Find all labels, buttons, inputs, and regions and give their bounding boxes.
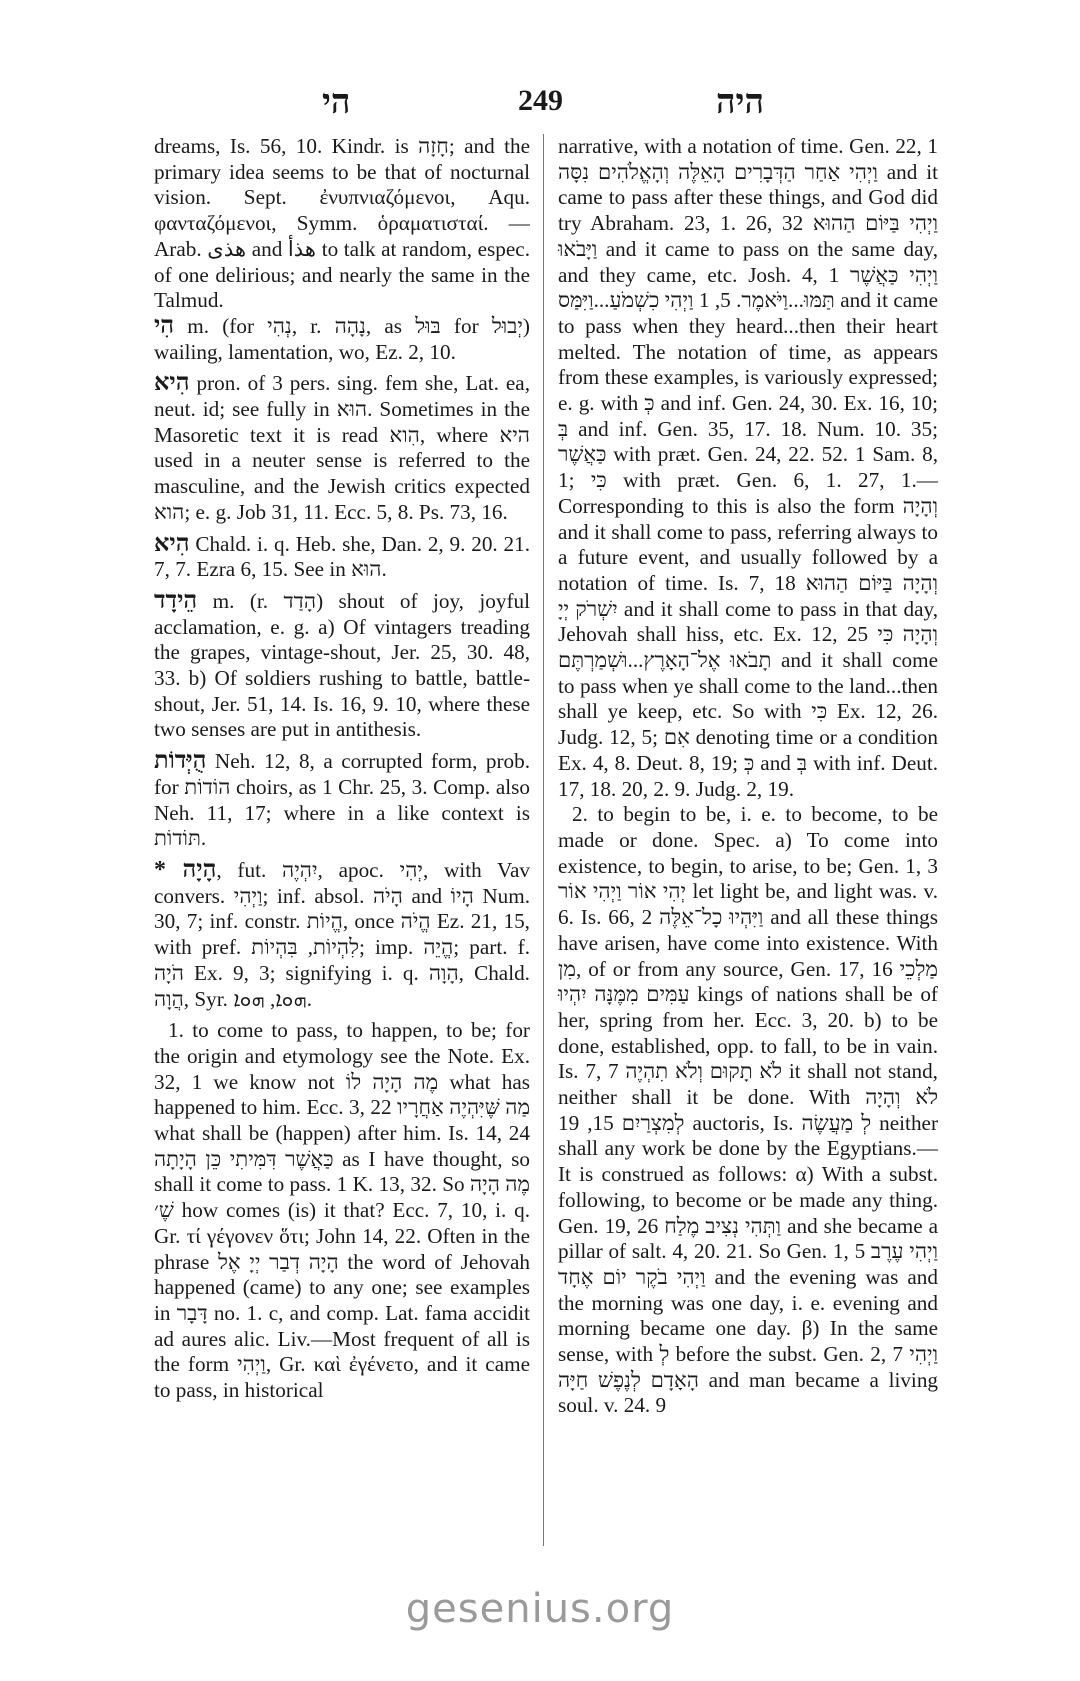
entry-paragraph (558, 802, 938, 1419)
watermark: gesenius.org (405, 1586, 675, 1632)
entry-text: , fut. יִהְיֶה, apoc. יְהִי, with Vav convers. וַיְהִי; inf. absol. הָיֹה and הָיוֹ Num. 30, 7; inf. constr. הֱיוֹת, once הֱיֹה Ez. 21, 15, with pref. לִהְיוֹת, בִּהְיוֹת; imp. הֱיֵה; part. f. הֹיָה Ex. 9, 3; signifying i. q. הָוָה, Chald. הֲוָה, Syr. ܗܘܐ, ܗܘܐ. (154, 857, 531, 1011)
entry-paragraph (558, 134, 938, 802)
page-header (0, 84, 1080, 124)
dictionary-entry (154, 858, 530, 1012)
entry-headword: הֵידָד (154, 587, 198, 614)
entry-text: 1. to come to pass, to happen, to be; for the origin and etymology see the Note. Ex. 32, 1 we know not מֶה הָיָה לוֹ what has happened to him. Ecc. 3, 22 מַה שֶּׁיִּהְיֶה אַחֲרָיו what shall be (happen) after him. Is. 14, 24 כַּאֲשֶׁר דִּמִּיתִי כֵּן הָיָתָה as I have thought, so shall it come to pass. 1 K. 13, 32. So מֶה הָיָה שֶׁ׳ how comes (is) it that? Ecc. 7, 10, i. q. Gr. τί γέγονεν ὅτι; John 14, 22. Often in the phrase הָיָה דְבַר יְיָ אֶל the word of Jehovah happened (came) to any one; see examples in דָּבָר no. 1. c, and comp. Lat. fama accidit ad aures alic. Liv.—Most frequent of all is the form וַיְהִי, Gr. καὶ ἐγένετο, and it came to pass, in historical (154, 1018, 530, 1403)
entry-text: Neh. 12, 8, a corrupted form, prob. for הוֹדוֹת choirs, as 1 Chr. 25, 3. Comp. also Neh. 11, 17; where in a like context is תּוֹדוֹת. (154, 749, 530, 851)
entry-text: 2. to begin to be, i. e. to become, to be made or done. Spec. a) To come into existence, to begin, to arise, to be; Gen. 1, 3 יְהִי אוֹר וַיְהִי אוֹר let light be, and light was. v. 6. Is. 66, 2 וַיִּהְיוּ כָל־אֵלֶּה and all these things have arisen, have come into existence. With מִן, of or from any source, Gen. 17, 16 מַלְכֵי עַמִּים מִמֶּנָּה יִהְיוּ kings of nations shall be of her, spring from her. Ecc. 3, 20. b) to be done, established, opp. to fall, to be in vain. Is. 7, 7 לֹא תָקוּם וְלֹא תִהְיֶה it shall not stand, neither shall it be done. With לֹא וְהָיָה לְמִצְרַיִם 15, 19 auctoris, Is. לְ מַעֲשֶׂה neither shall any work be done by the Egyptians.—It is construed as follows: α) With a subst. following, to become or be made any thing. Gen. 19, 26 וַתְּהִי נְצִיב מֶלַח and she became a pillar of salt. 4, 20. 21. So Gen. 1, 5 וַיְהִי עֶרֶב וַיְהִי בֹקֶר יוֹם אֶחָד and the evening was and the morning was one day, i. e. evening and morning became one day. β) In the same sense, with לְ before the subst. Gen. 2, 7 וַיְהִי הָאָדָם לְנֶפֶשׁ חַיָּה and man became a living soul. v. 24. 9 (558, 802, 939, 1418)
dictionary-entry (154, 314, 530, 365)
left-column (154, 134, 530, 1404)
entry-paragraph (154, 1018, 530, 1404)
entry-text: dreams, Is. 56, 10. Kindr. is חָזָה; and the primary idea seems to be that of nocturnal vision. Sept. ἐνυπνιαζόμενοι, Aqu. φανταζόμενοι, Symm. ὁραματισταί. —Arab. هذى and هذأ to talk at random, espec. of one delirious; and nearly the same in the Talmud. (154, 134, 530, 313)
entry-text: narrative, with a notation of time. Gen. 22, 1 וַיְהִי אַחַר הַדְּבָרִים הָאֵלֶּה וְהָאֱלֹהִים נִסָּה and it came to pass after these things, and God did try Abraham. 23, 1. 26, 32 וַיְהִי בַּיּוֹם הַהוּא וַיָּבֹאוּ and it came to pass on the same day, and they came, etc. Josh. 4, 1 וַיְהִי כַּאֲשֶׁר תַּמּוּ...וַיֹּאמֶר. 5, 1 וַיְהִי כִשְׁמֹעַ...וַיִּמַּס and it came to pass when they heard...then their heart melted. The notation of time, as appears from these examples, is variously expressed; e. g. with כְּ and inf. Gen. 24, 30. Ex. 16, 10; בְּ and inf. Gen. 35, 17. 18. Num. 10. 35; כַּאֲשֶׁר with præt. Gen. 24, 22. 52. 1 Sam. 8, 1; כִּי with præt. Gen. 6, 1. 27, 1.—Corresponding to this is also the form וְהָיָה and it shall come to pass, referring always to a future event, and usually followed by a notation of time. Is. 7, 18 וְהָיָה בַּיּוֹם הַהוּא יִשְׁרֹק יְיָ and it shall come to pass in that day, Jehovah shall hiss, etc. Ex. 12, 25 וְהָיָה כִּי תָבֹאוּ אֶל־הָאָרֶץ...וּשְׁמַרְתֶּם and it shall come to pass when ye shall come to the land...then shall ye keep, etc. So with כִּי Ex. 12, 26. Judg. 12, 5; אִם denoting time or a condition Ex. 4, 8. Deut. 8, 19; כְּ and בְּ with inf. Deut. 17, 18. 20, 2. 9. Judg. 2, 19. (558, 134, 939, 801)
column-divider (543, 134, 544, 1546)
page-number: 249 (518, 84, 563, 117)
right-column (558, 134, 938, 1419)
entry-headword: הִי (154, 312, 175, 339)
dictionary-entry (154, 532, 530, 583)
entry-paragraph (154, 134, 530, 314)
entry-headword: * הָיָה (154, 856, 217, 883)
entry-text: m. (for נְהִי, r. נָהָה, as בּוּל for יְבוּל) wailing, lamentation, wo, Ez. 2, 10. (154, 313, 530, 364)
dictionary-entry (154, 371, 530, 525)
entry-text: pron. of 3 pers. sing. fem she, Lat. ea, neut. id; see fully in הוּא. Sometimes in the Masoretic text it is read הִוא, where היא used in a neuter sense is referred to the masculine, and the Jewish critics expected הוא; e. g. Job 31, 11. Ecc. 5, 8. Ps. 73, 16. (154, 371, 530, 524)
entry-text: m. (r. הָדַד) shout of joy, joyful acclamation, e. g. a) Of vintagers treading the grapes, vintage-shout, Jer. 25, 30. 48, 33. b) Of soldiers rushing to battle, battle-shout, Jer. 51, 14. Is. 16, 9. 10, where these two senses are put in antithesis. (154, 588, 530, 742)
entry-headword: הֻיְּדוֹת (154, 748, 207, 775)
entry-headword: הִיא (154, 530, 190, 557)
left-running-head: הי (322, 84, 351, 121)
entry-headword: הִיא (154, 370, 190, 397)
dictionary-entry (154, 749, 530, 852)
right-running-head: היה (716, 84, 765, 121)
entry-text: Chald. i. q. Heb. she, Dan. 2, 9. 20. 21. 7, 7. Ezra 6, 15. See in הוּא. (154, 531, 530, 582)
dictionary-entry (154, 589, 530, 743)
